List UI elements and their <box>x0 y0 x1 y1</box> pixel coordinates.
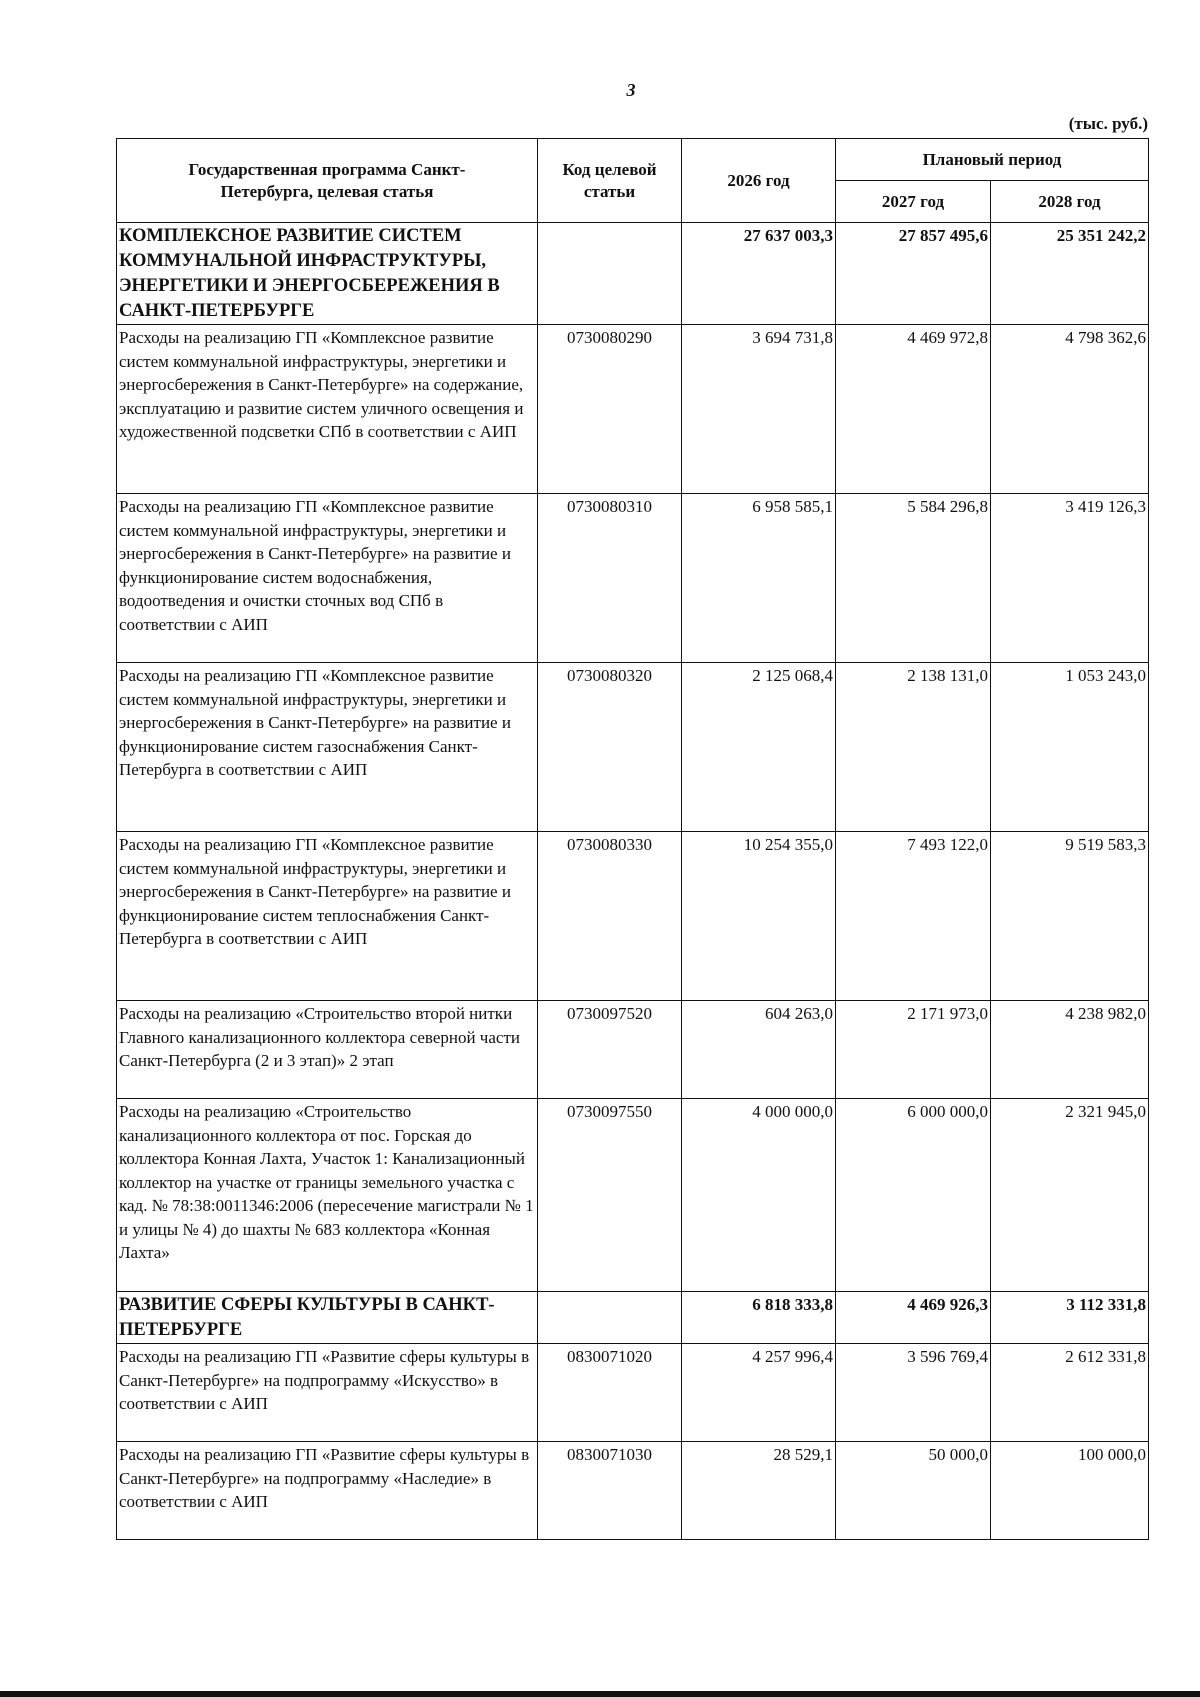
row-2027-cell: 4 469 972,8 <box>836 325 991 494</box>
row-2028-cell: 3 419 126,3 <box>991 494 1149 663</box>
row-name-cell: Расходы на реализацию ГП «Комплексное развитие систем коммунальной инфраструктуры, энергетики и энергосбережения в Санкт-Петербурге» на развитие и функционирование систем водоснабжения, водоотведения и очистки сточных вод СПб в соответствии с АИП <box>117 494 538 663</box>
row-2027-cell: 3 596 769,4 <box>836 1344 991 1442</box>
scan-bottom-edge <box>0 1691 1200 1697</box>
row-name-cell: Расходы на реализацию «Строительство второй нитки Главного канализационного коллектора северной части Санкт-Петербурга (2 и 3 этап)» 2 этап <box>117 1001 538 1099</box>
header-planning-period: Плановый период <box>836 139 1149 181</box>
row-2028-cell: 9 519 583,3 <box>991 832 1149 1001</box>
row-2028-cell: 3 112 331,8 <box>991 1292 1149 1344</box>
table-section-row <box>117 223 1149 325</box>
table-row <box>117 1344 1149 1442</box>
header-code: Код целевой статьи <box>538 139 682 223</box>
row-2027-cell: 4 469 926,3 <box>836 1292 991 1344</box>
row-2027-cell: 2 171 973,0 <box>836 1001 991 1099</box>
table-row <box>117 494 1149 663</box>
row-2027-cell: 27 857 495,6 <box>836 223 991 325</box>
row-2028-cell: 2 612 331,8 <box>991 1344 1149 1442</box>
row-code-cell: 0730097550 <box>538 1099 682 1292</box>
row-2026-cell: 3 694 731,8 <box>682 325 836 494</box>
table-row <box>117 832 1149 1001</box>
row-2026-cell: 604 263,0 <box>682 1001 836 1099</box>
table-header <box>117 139 1149 223</box>
row-code-cell: 0730080320 <box>538 663 682 832</box>
row-2027-cell: 5 584 296,8 <box>836 494 991 663</box>
row-2026-cell: 27 637 003,3 <box>682 223 836 325</box>
row-2028-cell: 4 798 362,6 <box>991 325 1149 494</box>
table-row <box>117 1099 1149 1292</box>
table-body <box>117 223 1149 1540</box>
row-2028-cell: 2 321 945,0 <box>991 1099 1149 1292</box>
row-2027-cell: 7 493 122,0 <box>836 832 991 1001</box>
row-2026-cell: 2 125 068,4 <box>682 663 836 832</box>
row-name-cell: Расходы на реализацию ГП «Развитие сферы культуры в Санкт-Петербурге» на подпрограмму «Наследие» в соответствии с АИП <box>117 1442 538 1540</box>
row-name-cell: Расходы на реализацию ГП «Комплексное развитие систем коммунальной инфраструктуры, энергетики и энергосбережения в Санкт-Петербурге» на развитие и функционирование систем газоснабжения Санкт-Петербурга в соответствии с АИП <box>117 663 538 832</box>
budget-table <box>116 138 1149 1540</box>
row-2027-cell: 2 138 131,0 <box>836 663 991 832</box>
row-2026-cell: 4 257 996,4 <box>682 1344 836 1442</box>
row-code-cell: 0730080290 <box>538 325 682 494</box>
row-code-cell: 0730080310 <box>538 494 682 663</box>
table-row <box>117 1442 1149 1540</box>
row-code-cell <box>538 223 682 325</box>
header-program: Государственная программа Санкт-Петербурга, целевая статья <box>117 139 538 223</box>
row-name-cell: Расходы на реализацию «Строительство канализационного коллектора от пос. Горская до коллектора Конная Лахта, Участок 1: Канализационный коллектор на участке от границы земельного участка с кад. № 78:38:0011346:2006 (пересечение магистрали № 1 и улицы № 4) до шахты № 683 коллектора «Конная Лахта» <box>117 1099 538 1292</box>
header-year-2027: 2027 год <box>836 181 991 223</box>
row-2026-cell: 10 254 355,0 <box>682 832 836 1001</box>
row-2027-cell: 50 000,0 <box>836 1442 991 1540</box>
row-2028-cell: 100 000,0 <box>991 1442 1149 1540</box>
table-section-row <box>117 1292 1149 1344</box>
row-code-cell <box>538 1292 682 1344</box>
row-name-cell: Расходы на реализацию ГП «Комплексное развитие систем коммунальной инфраструктуры, энергетики и энергосбережения в Санкт-Петербурге» на содержание, эксплуатацию и развитие систем уличного освещения и художественной подсветки СПб в соответствии с АИП <box>117 325 538 494</box>
row-name-cell: Расходы на реализацию ГП «Комплексное развитие систем коммунальной инфраструктуры, энергетики и энергосбережения в Санкт-Петербурге» на развитие и функционирование систем теплоснабжения Санкт-Петербурга в соответствии с АИП <box>117 832 538 1001</box>
table-row <box>117 1001 1149 1099</box>
row-2026-cell: 4 000 000,0 <box>682 1099 836 1292</box>
row-2027-cell: 6 000 000,0 <box>836 1099 991 1292</box>
units-label: (тыс. руб.) <box>1068 114 1148 133</box>
page-number: 3 <box>626 80 636 100</box>
row-code-cell: 0830071020 <box>538 1344 682 1442</box>
row-2028-cell: 4 238 982,0 <box>991 1001 1149 1099</box>
row-code-cell: 0730097520 <box>538 1001 682 1099</box>
row-name-cell: Расходы на реализацию ГП «Развитие сферы культуры в Санкт-Петербурге» на подпрограмму «Искусство» в соответствии с АИП <box>117 1344 538 1442</box>
header-year-2026: 2026 год <box>682 139 836 223</box>
row-2028-cell: 1 053 243,0 <box>991 663 1149 832</box>
row-name-cell: РАЗВИТИЕ СФЕРЫ КУЛЬТУРЫ В САНКТ-ПЕТЕРБУРГЕ <box>117 1292 538 1344</box>
row-code-cell: 0830071030 <box>538 1442 682 1540</box>
row-2028-cell: 25 351 242,2 <box>991 223 1149 325</box>
header-year-2028: 2028 год <box>991 181 1149 223</box>
row-2026-cell: 28 529,1 <box>682 1442 836 1540</box>
table-row <box>117 325 1149 494</box>
row-name-cell: КОМПЛЕКСНОЕ РАЗВИТИЕ СИСТЕМ КОММУНАЛЬНОЙ ИНФРАСТРУКТУРЫ, ЭНЕРГЕТИКИ И ЭНЕРГОСБЕРЕЖЕНИЯ В САНКТ-ПЕТЕРБУРГЕ <box>117 223 538 325</box>
row-2026-cell: 6 818 333,8 <box>682 1292 836 1344</box>
row-2026-cell: 6 958 585,1 <box>682 494 836 663</box>
table-row <box>117 663 1149 832</box>
row-code-cell: 0730080330 <box>538 832 682 1001</box>
